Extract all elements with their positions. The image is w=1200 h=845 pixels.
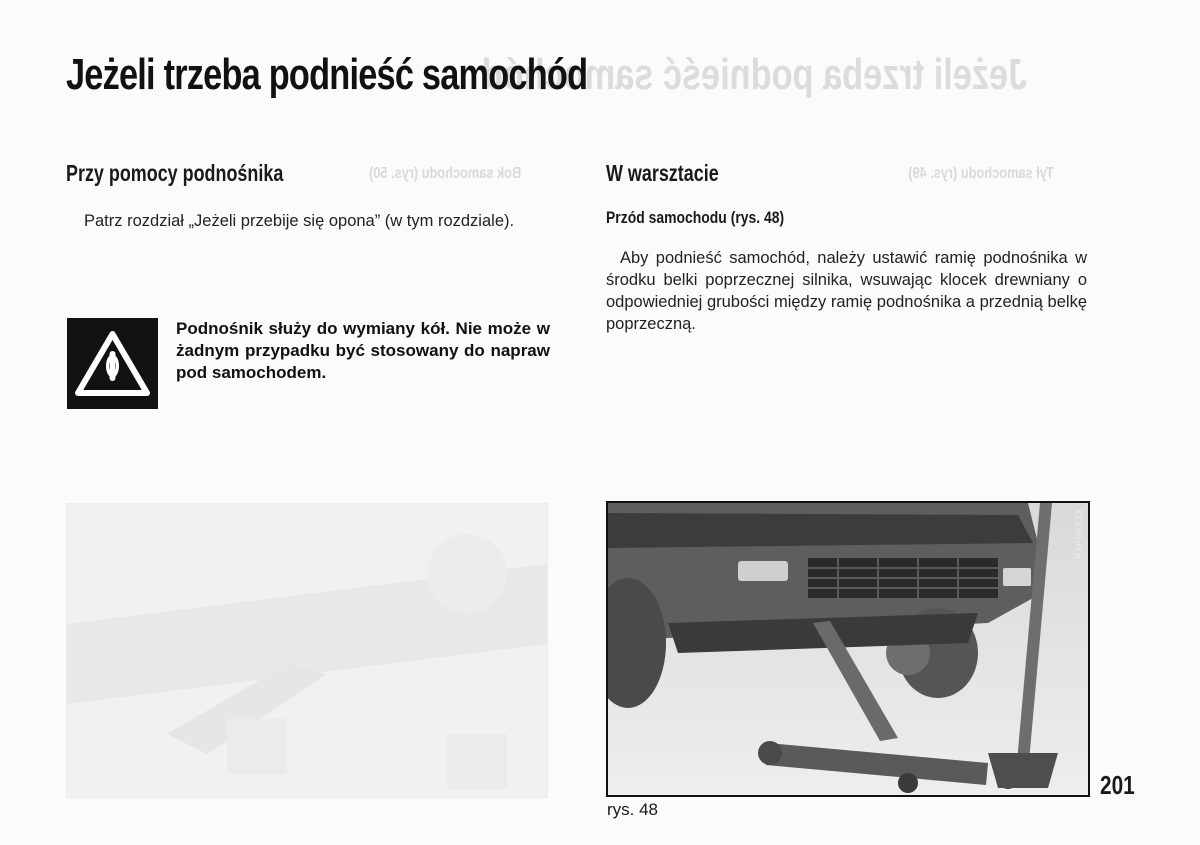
left-section-heading: Przy pomocy podnośnika [66, 160, 284, 186]
right-section-subheading: Przód samochodu (rys. 48) [606, 208, 785, 227]
page-number: 201 [1100, 770, 1135, 800]
figure-car-on-jack [606, 501, 1090, 797]
car-on-jack-illustration [608, 503, 1088, 795]
right-section-paragraph: Aby podnieść samochód, należy ustawić ramię podnośnika w środku belki poprzecznej silnika, wsuwając klocek drewniany o odpowiedniej grubości między ramię podnośnika a przednią belkę poprzeczną. [606, 249, 1087, 333]
bleed-through-text: Tył samochodu (rys. 49) [908, 165, 1054, 182]
bleed-through-text: Bok samochodu (rys. 50) [369, 165, 522, 182]
warning-text: Podnośnik służy do wymiany kół. Nie może w żadnym przypadku być stosowany do napraw pod samochodem. [176, 319, 550, 382]
warning-triangle-icon [67, 318, 158, 409]
right-section-heading: W warsztacie [606, 160, 719, 186]
bleed-through-title: Jeżeli trzeba podnieść samochód [481, 50, 1028, 99]
figure-caption: rys. 48 [607, 800, 659, 819]
bleed-through-figure [66, 503, 548, 798]
figure-code: P3P00333 [1074, 509, 1084, 560]
page-title: Jeżeli trzeba podnieść samochód [66, 50, 588, 99]
left-section-paragraph: Patrz rozdział „Jeżeli przebije się opona” (w tym rozdziale). [84, 212, 515, 230]
